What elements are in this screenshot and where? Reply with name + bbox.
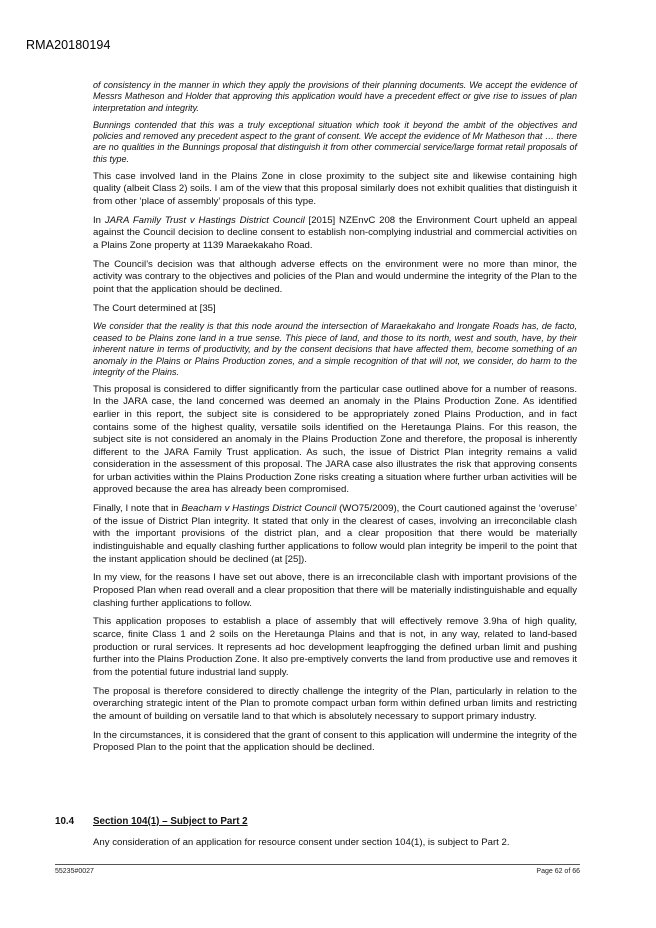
body-paragraph: The Council’s decision was that although adverse effects on the environment were no more than minor, the activity was contrary to the objectives and policies of the Plan and would undermine the integrity of the Plan to the point that the application should be declined. xyxy=(93,258,577,295)
body-paragraph: This case involved land in the Plains Zone in close proximity to the subject site and likewise containing high quality (albeit Class 2) soils. I am of the view that this proposal similarly does not exhibit qualities that distinguish it from other ‘place of assembly’ proposals of this type. xyxy=(93,170,577,207)
document-reference: RMA20180194 xyxy=(26,38,111,52)
footer-page-number: Page 62 of 66 xyxy=(536,868,580,875)
body-paragraph: The proposal is therefore considered to directly challenge the integrity of the Plan, particularly in relation to the overarching strategic intent of the Plan to promote compact urban form within defined urban limits and restricting the amount of building on versatile land to that which is absolutely necessary to support primary industry. xyxy=(93,685,577,722)
case-citation: Beacham v Hastings District Council xyxy=(181,503,337,515)
body-paragraph xyxy=(93,215,577,253)
quote-paragraph: Bunnings contended that this was a truly exceptional situation which took it beyond the ambit of the objectives and policies and removed any precedent aspect to the grant of consent. We accept the evidence of Mr Matheson that … there are no qualities in the Bunnings proposal that distinguish it from other commercial service/large format retail proposals of this type. xyxy=(93,119,577,164)
text-run: Finally, I note that in xyxy=(93,503,182,515)
body-paragraph: This proposal is considered to differ significantly from the particular case outlined above for a number of reasons. In the JARA case, the land concerned was deemed an anomaly in the Plains Production Zone. As identified earlier in this report, the subject site is considered to be appropriately zoned Plains Production, and in fact contains some of the highest quality, versatile soils identified on the Heretaunga Plains. For this reason, the subject site is not considered an anomaly in the Plains Production Zone and therefore, the proposal is inherently different to the JARA Family Trust application. As such, the issue of District Plan integrity remains a valid consideration in the assessment of this proposal. The JARA case also illustrates the risk that approving consents for urban activities within the Plains Production Zone risks creating a situation where further urban activities will be approved because the area has already been compromised. xyxy=(93,383,577,496)
section-paragraph: Any consideration of an application for resource consent under section 104(1), is subject to Part 2. xyxy=(93,837,510,848)
text-run: (WO75/2009), the Court cautioned against the ‘overuse’ of the issue of District Plan integrity. It stated that only in the clearest of cases, involving an irreconcilable clash with the important provisions of the district plan, and a clear proposition that there would be materially indistinguishable and equally clashing further applications to follow would plan integrity be imperil to the point that the instant application should be declined (at [25]). xyxy=(93,503,577,565)
body-paragraph: In my view, for the reasons I have set out above, there is an irreconcilable clash with important provisions of the Proposed Plan when read overall and a clear proposition that there will be materially indistinguishable and equally clashing further applications to follow. xyxy=(93,572,577,609)
text-run: [2015] NZEnvC 208 the Environment Court upheld an appeal against the Council decision to decline consent to establish non-complying industrial and commercial activities on a Plains Zone property at 1139 Maraekakaho Road. xyxy=(93,214,577,251)
quote-paragraph: We consider that the reality is that this node around the intersection of Maraekakaho and Irongate Roads has, de facto, ceased to be Plains zone land in a true sense. This piece of land, and those to its north, west and south, have, by their inherent nature in terms of productivity, and by the consent decisions that have affected them, become something of an anomaly in the Plains or Plains Production zones, and a simple recognition of that will not, we consider, do harm to the integrity of the Plains. xyxy=(93,321,577,377)
case-citation: JARA Family Trust v Hastings District Council xyxy=(104,214,305,226)
body-paragraph: This application proposes to establish a place of assembly that will effectively remove 3.9ha of high quality, scarce, finite Class 1 and 2 soils on the Heretaunga Plains and that is not, in any way, related to land-based production or rural services. It represents ad hoc development leapfrogging the defined urban limit and pushing further into the Plains Production Zone. It also pre-emptively converts the land from productive use and removes it from the potential future industrial land supply. xyxy=(93,616,577,678)
body-paragraph xyxy=(93,503,577,566)
section-number: 10.4 xyxy=(55,816,75,827)
section-title: Section 104(1) – Subject to Part 2 xyxy=(93,816,248,827)
body-paragraph: The Court determined at [35] xyxy=(93,302,216,314)
body-paragraph: In the circumstances, it is considered that the grant of consent to this application will undermine the integrity of the Proposed Plan to the point that the application should be declined. xyxy=(93,729,577,754)
footer-divider xyxy=(55,864,580,865)
document-body xyxy=(93,80,577,761)
text-run: In xyxy=(93,214,105,226)
footer-document-id: 55235#0027 xyxy=(55,868,94,875)
quote-paragraph: of consistency in the manner in which they apply the provisions of their planning documents. We accept the evidence of Messrs Matheson and Holder that approving this application would have a precedent effect or give rise to issues of plan interpretation and integrity. xyxy=(93,80,577,113)
